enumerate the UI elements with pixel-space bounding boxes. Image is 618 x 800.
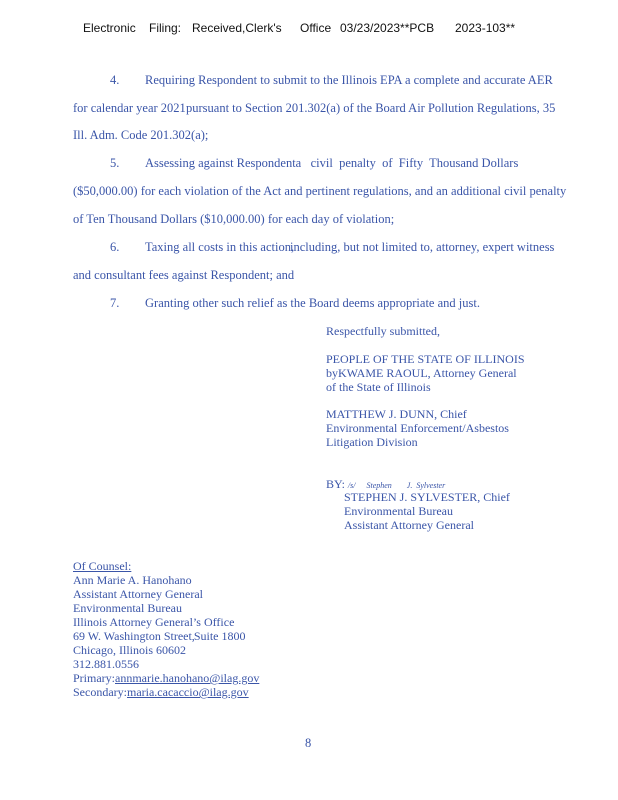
header-electronic: Electronic xyxy=(83,21,136,35)
litigation-line: Litigation Division xyxy=(326,435,418,449)
sylvester-block xyxy=(344,490,510,532)
enforcement-line: Environmental Enforcement/Asbestos xyxy=(326,421,509,435)
counsel-bureau: Environmental Bureau xyxy=(73,601,182,615)
page-number: 8 xyxy=(305,736,312,750)
counsel-street: 69 W. Washington Street, xyxy=(73,629,195,643)
counsel-city: Chicago, Illinois 60602 xyxy=(73,643,186,657)
of-state-line: of the State of Illinois xyxy=(326,380,431,394)
e-signature-last: J. Sylvester xyxy=(406,481,446,490)
header-filing: Filing: xyxy=(149,21,182,35)
of-counsel-heading: Of Counsel: xyxy=(73,559,132,573)
primary-email-link[interactable]: annmarie.hanohano@ilag.gov xyxy=(115,671,260,685)
e-signature-first: Stephen xyxy=(366,481,392,490)
paragraph-6-line-2: and consultant fees against Respondent; and xyxy=(73,268,295,282)
paragraph-6-number: 6. xyxy=(110,240,120,254)
header-received: Received,Clerk's xyxy=(192,21,282,35)
paragraph-4-number: 4. xyxy=(110,73,120,87)
paragraph-4-line-2a: for calendar year 2021 xyxy=(73,101,186,115)
bureau-line: Environmental Bureau xyxy=(344,504,453,518)
aag-line: Assistant Attorney General xyxy=(344,518,474,532)
dunn-block xyxy=(326,407,509,449)
people-line: PEOPLE OF THE STATE OF ILLINOIS xyxy=(326,352,525,366)
raoul-line: byKWAME RAOUL, Attorney General xyxy=(326,366,517,380)
paragraph-5-line-1: Assessing against Respondenta civil penalty of Fifty Thousand Dollars xyxy=(145,156,519,170)
by-label: BY: xyxy=(326,477,345,491)
paragraph-7-line-1: Granting other such relief as the Board deems appropriate and just. xyxy=(145,296,480,310)
counsel-phone: 312.881.0556 xyxy=(73,657,139,671)
people-block xyxy=(326,352,525,394)
paragraph-7-number: 7. xyxy=(110,296,120,310)
secondary-label: Secondary: xyxy=(73,685,127,699)
counsel-name: Ann Marie A. Hanohano xyxy=(73,573,192,587)
header-case: 2023-103** xyxy=(455,21,516,35)
primary-label: Primary: xyxy=(73,671,115,685)
paragraph-4-line-1: Requiring Respondent to submit to the Illinois EPA a complete and accurate AER xyxy=(145,73,553,87)
e-signature-s: /s/ xyxy=(347,481,356,490)
counsel-suite: Suite 1800 xyxy=(193,629,246,643)
respectfully-submitted: Respectfully submitted, xyxy=(326,324,440,338)
counsel-office: Illinois Attorney General’s Office xyxy=(73,615,235,629)
paragraph-5-number: 5. xyxy=(110,156,120,170)
paragraph-6-line-1a: Taxing all costs in this action, xyxy=(145,240,295,254)
counsel-title: Assistant Attorney General xyxy=(73,587,203,601)
counsel-address-line xyxy=(73,629,259,643)
paragraph-4-line-2b: pursuant to Section 201.302(a) of the Board Air Pollution Regulations, 35 xyxy=(186,101,556,115)
paragraph-4-line-3: Ill. Adm. Code 201.302(a); xyxy=(73,128,209,142)
secondary-email-line xyxy=(73,685,259,699)
header-office: Office xyxy=(300,21,332,35)
paragraph-6-line-1b: including, but not limited to, attorney, expert witness xyxy=(290,240,555,254)
of-counsel-block xyxy=(73,559,259,699)
paragraph-5-line-2: ($50,000.00) for each violation of the Act and pertinent regulations, and an additional civil penalty xyxy=(73,184,567,198)
dunn-line: MATTHEW J. DUNN, Chief xyxy=(326,407,467,421)
sylvester-line: STEPHEN J. SYLVESTER, Chief xyxy=(344,490,510,504)
primary-email-line xyxy=(73,671,259,685)
paragraph-5-line-3: of Ten Thousand Dollars ($10,000.00) for each day of violation; xyxy=(73,212,395,226)
header-date: 03/23/2023**PCB xyxy=(340,21,435,35)
secondary-email-link[interactable]: maria.cacaccio@ilag.gov xyxy=(126,685,249,699)
